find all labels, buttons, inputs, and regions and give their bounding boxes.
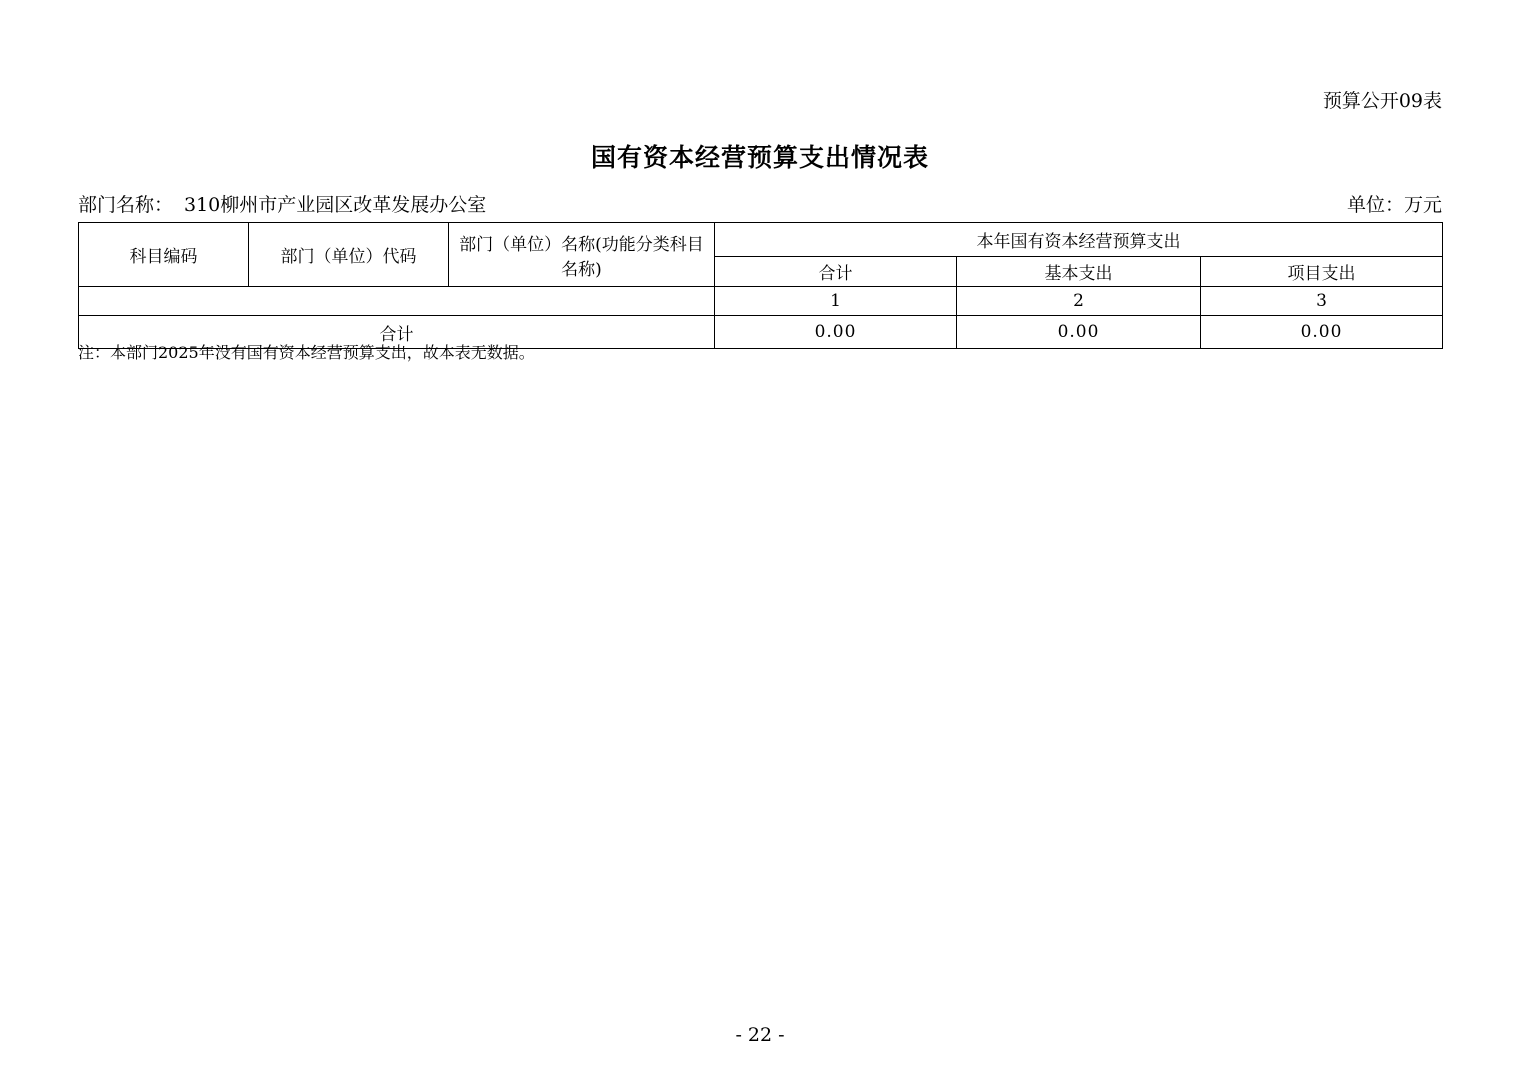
budget-table [78, 222, 1443, 349]
meta-row [78, 190, 1442, 218]
col-header-subject-code: 科目编码 [79, 223, 249, 287]
col-header-group-title: 本年国有资本经营预算支出 [715, 223, 1443, 257]
department-label: 部门名称： [78, 194, 174, 216]
col-header-dept-name-func: 部门（单位）名称(功能分类科目名称) [449, 223, 715, 287]
unit-label: 单位：万元 [1346, 194, 1442, 216]
row-total-value: 0.00 [715, 316, 957, 349]
col-header-project: 项目支出 [1201, 257, 1443, 287]
numbering-1: 1 [715, 287, 957, 316]
table-header-row-main [79, 223, 1443, 257]
numbering-2: 2 [957, 287, 1201, 316]
col-header-basic: 基本支出 [957, 257, 1201, 287]
row-project-value: 0.00 [1201, 316, 1443, 349]
col-header-dept-code: 部门（单位）代码 [249, 223, 449, 287]
table-note: 注：本部门2025年没有国有资本经营预算支出，故本表无数据。 [78, 343, 535, 362]
row-label-total: 合计 [79, 316, 715, 349]
numbering-3: 3 [1201, 287, 1443, 316]
row-basic-value: 0.00 [957, 316, 1201, 349]
form-code-label: 预算公开09表 [1322, 90, 1442, 112]
table-column-numbering-row [79, 287, 1443, 316]
page-number: - 22 - [735, 1024, 785, 1046]
department-name: 310柳州市产业园区改革发展办公室 [184, 194, 487, 216]
page-title: 国有资本经营预算支出情况表 [590, 143, 929, 172]
col-header-total: 合计 [715, 257, 957, 287]
numbering-blank [79, 287, 715, 316]
